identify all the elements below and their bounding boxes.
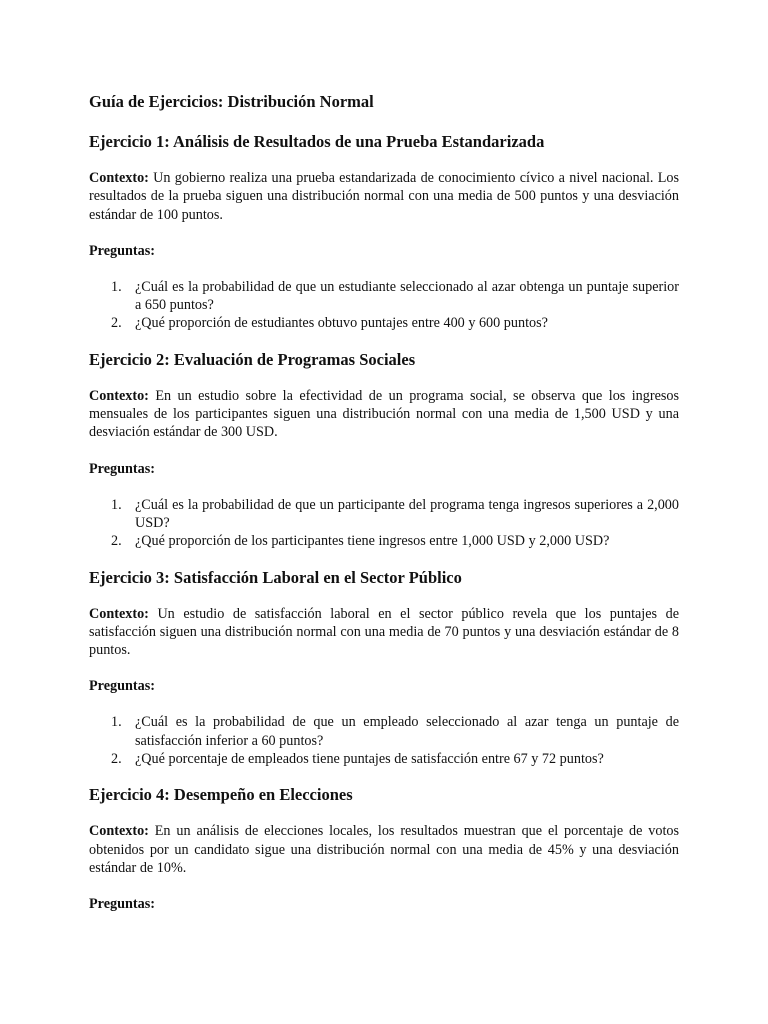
list-item <box>89 314 679 332</box>
context-label: Contexto: <box>89 605 149 622</box>
exercise-2 <box>89 349 679 551</box>
questions-heading: Preguntas: <box>89 896 155 913</box>
context-text: Un gobierno realiza una prueba estandarizada de conocimiento cívico a nivel nacional. Los resultados de la prueba siguen una distribución normal con una media de 500 puntos y una desviación estándar de 100 puntos. <box>89 170 680 223</box>
question-number: 1. <box>111 714 122 731</box>
question-number: 2. <box>111 315 122 332</box>
question-text: ¿Qué proporción de los participantes tiene ingresos entre 1,000 USD y 2,000 USD? <box>135 533 610 550</box>
question-number: 1. <box>111 496 122 513</box>
question-number: 2. <box>111 751 122 768</box>
question-number: 1. <box>111 278 122 295</box>
question-text: ¿Cuál es la probabilidad de que un estudiante seleccionado al azar obtenga un puntaje superior a 650 puntos? <box>135 278 679 314</box>
question-list <box>89 713 679 768</box>
exercise-list <box>89 131 679 913</box>
question-number: 2. <box>111 533 122 550</box>
exercise-context <box>89 169 679 224</box>
exercise-4 <box>89 784 679 913</box>
exercise-title: Ejercicio 2: Evaluación de Programas Sociales <box>89 349 416 369</box>
context-label: Contexto: <box>89 387 149 404</box>
exercise-title: Ejercicio 3: Satisfacción Laboral en el Sector Público <box>89 567 462 587</box>
context-label: Contexto: <box>89 170 149 186</box>
question-list <box>89 496 679 551</box>
list-item <box>89 713 679 750</box>
exercise-context <box>89 387 679 442</box>
question-list <box>89 278 679 333</box>
exercise-title: Ejercicio 4: Desempeño en Elecciones <box>89 785 353 805</box>
document-page <box>89 91 679 931</box>
questions-heading: Preguntas: <box>89 242 155 259</box>
context-text: Un estudio de satisfacción laboral en el sector público revela que los puntajes de satisfacción siguen una distribución normal con una media de 70 puntos y una desviación estándar de 8 puntos. <box>89 605 679 659</box>
question-text: ¿Qué proporción de estudiantes obtuvo puntajes entre 400 y 600 puntos? <box>135 315 548 332</box>
exercise-context <box>89 605 679 660</box>
questions-heading: Preguntas: <box>89 678 155 695</box>
list-item <box>89 750 679 768</box>
exercise-1 <box>89 131 679 333</box>
exercise-title: Ejercicio 1: Análisis de Resultados de una Prueba Estandarizada <box>89 132 545 151</box>
context-text: En un estudio sobre la efectividad de un programa social, se observa que los ingresos mensuales de los participantes siguen una distribución normal con una media de 1,500 USD y una desviación estándar de 300 USD. <box>89 387 680 441</box>
list-item <box>89 532 679 550</box>
questions-heading: Preguntas: <box>89 460 155 477</box>
context-text: En un análisis de elecciones locales, los resultados muestran que el porcentaje de votos obtenidos por un candidato sigue una distribución normal con una media de 45% y una desviación estándar de 10%. <box>89 823 679 876</box>
exercise-3 <box>89 567 679 769</box>
question-text: ¿Qué porcentaje de empleados tiene puntajes de satisfacción entre 67 y 72 puntos? <box>135 751 604 768</box>
context-label: Contexto: <box>89 823 149 840</box>
exercise-context <box>89 822 679 877</box>
document-title: Guía de Ejercicios: Distribución Normal <box>89 92 374 111</box>
list-item <box>89 278 679 315</box>
question-text: ¿Cuál es la probabilidad de que un empleado seleccionado al azar tenga un puntaje de satisfacción inferior a 60 puntos? <box>135 714 679 749</box>
question-text: ¿Cuál es la probabilidad de que un participante del programa tenga ingresos superiores a 2,000 USD? <box>135 496 679 531</box>
list-item <box>89 496 679 533</box>
